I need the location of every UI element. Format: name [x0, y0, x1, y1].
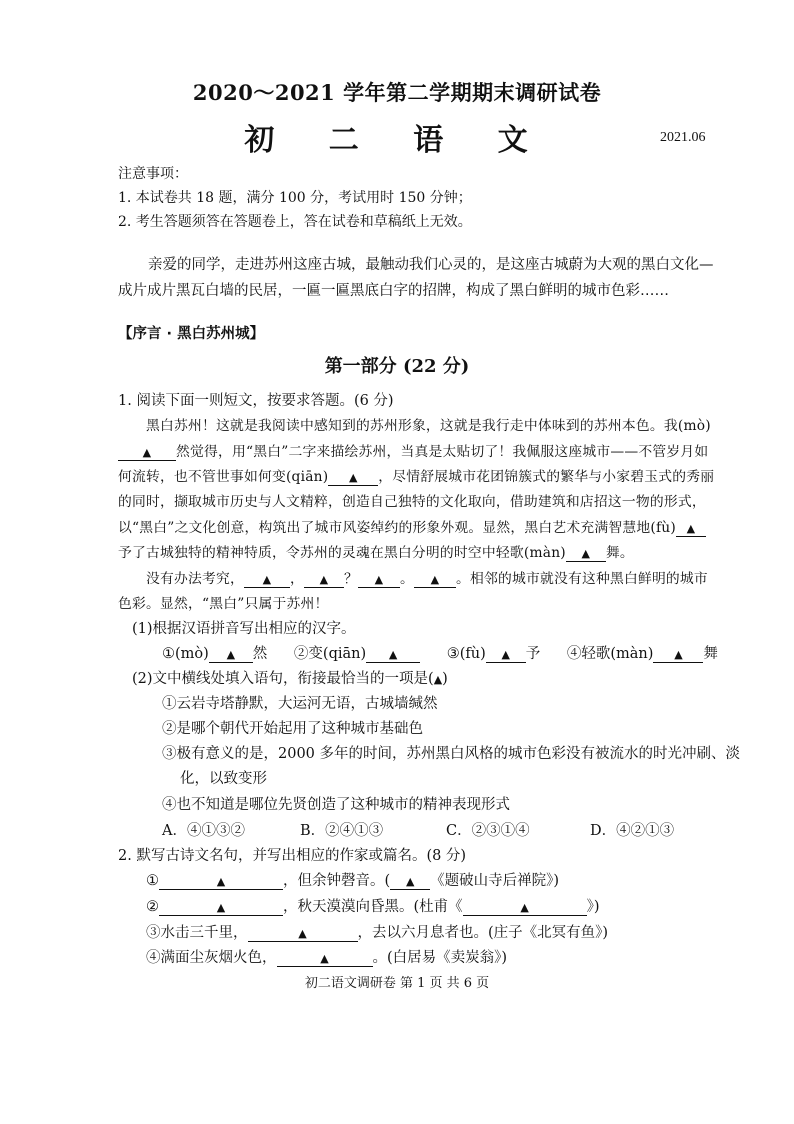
answer-blank[interactable]: ▲ [390, 874, 430, 890]
q1-stem: 1. 阅读下面一则短文，按要求答题。(6 分) [118, 393, 394, 409]
intro-line: 亲爱的同学，走进苏州这座古城，最触动我们心灵的，是这座古城蔚为大观的黑白文化— [148, 257, 714, 273]
option-b[interactable]: B．②④①③ [300, 823, 384, 839]
answer-blank[interactable]: ▲ [486, 647, 526, 663]
option-a[interactable]: A．④①③② [162, 823, 245, 839]
notes-heading: 注意事项： [118, 166, 188, 182]
answer-blank[interactable]: ▲ [653, 647, 703, 663]
page-footer: 初二语文调研卷 第 1 页 共 6 页 [304, 976, 490, 991]
choice-item: ③极有意义的是，2000 多年的时间，苏州黑白风格的城市色彩没有被流水的时光冲刷、淡 [162, 746, 741, 762]
passage-line: 色彩。显然，“黑白”只属于苏州！ [118, 596, 329, 612]
exam-title: 2020～2021 学年第二学期期末调研试卷 [192, 80, 602, 105]
note-item: 1. 本试卷共 18 题，满分 100 分，考试用时 150 分钟； [118, 190, 472, 206]
intro-line: 成片成片黑瓦白墙的民居，一匾一匾黑底白字的招牌，构成了黑白鲜明的城市色彩…… [118, 283, 669, 299]
q2-line: ① ▲ ，但余钟磬音。( ▲ 《题破山寺后禅院》) [146, 873, 560, 889]
choice-item: ②是哪个朝代开始起用了这种城市基础色 [162, 721, 423, 737]
answer-blank[interactable]: ▲ [159, 900, 283, 916]
answer-blank[interactable]: ▲ [366, 647, 420, 663]
answer-blank[interactable]: ▲ [433, 673, 443, 686]
answer-blank[interactable]: ▲ [463, 900, 587, 916]
section-tag: 【序言 · 黑白苏州城】 [118, 326, 265, 342]
note-item: 2. 考生答题须答在答题卷上，答在试卷和草稿纸上无效。 [118, 214, 472, 230]
answer-blank[interactable]: ▲ [209, 647, 253, 663]
passage-line: 以“黑白”之文化创意，构筑出了城市风姿绰约的形象外观。显然，黑白艺术充满智慧地(fù) ▲ [118, 516, 706, 537]
passage-line: ▲ 然觉得，用“黑白”二字来描绘苏州，当真是太贴切了！我佩服这座城市——不管岁月如 [118, 440, 708, 461]
answer-blank[interactable]: ▲ [304, 573, 344, 588]
q1-sub2-label: (2)文中横线处填入语句，衔接最恰当的一项是(▲) [132, 671, 448, 687]
answer-blank[interactable]: ▲ [414, 573, 456, 588]
passage-line: 的同时，撷取城市历史与人文精粹，创造自己独特的文化取向，借助建筑和店招这一物的形式， [118, 494, 706, 510]
passage-line: 何流转，也不管世事如何变(qiān) ▲ ，尽情舒展城市花团锦簇式的繁华与小家碧玉式的秀丽 [118, 469, 715, 485]
answer-blank[interactable]: ▲ [244, 573, 290, 588]
option-d[interactable]: D．④②①③ [590, 823, 675, 839]
subject-title: 初 二 语 文 [244, 123, 550, 158]
answer-blank[interactable]: ▲ [328, 471, 378, 486]
q2-line: ④满面尘灰烟火色， ▲ 。(白居易《卖炭翁》) [146, 950, 508, 966]
choice-item: ①云岩寺塔静默，大运河无语，古城墙缄然 [162, 696, 438, 712]
answer-blank[interactable]: ▲ [358, 573, 400, 588]
q2-line: ② ▲ ，秋天漠漠向昏黑。(杜甫《 ▲ 》) [146, 899, 600, 915]
passage-line: 予了古城独特的精神特质，令苏州的灵魂在黑白分明的时空中轻歌(màn) ▲ 舞。 [118, 545, 634, 561]
q2-stem: 2. 默写古诗文名句，并写出相应的作家或篇名。(8 分) [118, 848, 467, 864]
q2-line: ③水击三千里， ▲ ，去以六月息者也。(庄子《北冥有鱼》) [146, 925, 609, 941]
choice-item: ④也不知道是哪位先贤创造了这种城市的精神表现形式 [162, 797, 510, 813]
passage-line: 黑白苏州！这就是我阅读中感知到的苏州形象，这就是我行走中体味到的苏州本色。我(mò) [146, 418, 711, 434]
choice-item: 化，以致变形 [180, 771, 267, 787]
q1-sub1-items: ①(mò) ▲ 然 ②变(qiān) ▲ ③(fù) ▲ 予 ④轻歌(màn) ▲ 舞 [162, 646, 718, 662]
option-c[interactable]: C．②③①④ [446, 823, 530, 839]
exam-date: 2021.06 [660, 130, 706, 145]
answer-blank[interactable]: ▲ [277, 951, 373, 967]
answer-blank[interactable]: ▲ [676, 522, 706, 537]
answer-blank[interactable]: ▲ [566, 547, 606, 562]
q1-sub1-label: (1)根据汉语拼音写出相应的汉字。 [132, 621, 356, 637]
answer-blank[interactable]: ▲ [159, 874, 283, 890]
answer-blank[interactable]: ▲ [248, 926, 358, 942]
part-title: 第一部分 (22 分) [324, 356, 470, 377]
passage-line: 没有办法考究， ▲ ， ▲ ？ ▲ 。 ▲ 。相邻的城市就没有这种黑白鲜明的城市 [146, 571, 708, 587]
answer-blank[interactable]: ▲ [118, 446, 176, 461]
